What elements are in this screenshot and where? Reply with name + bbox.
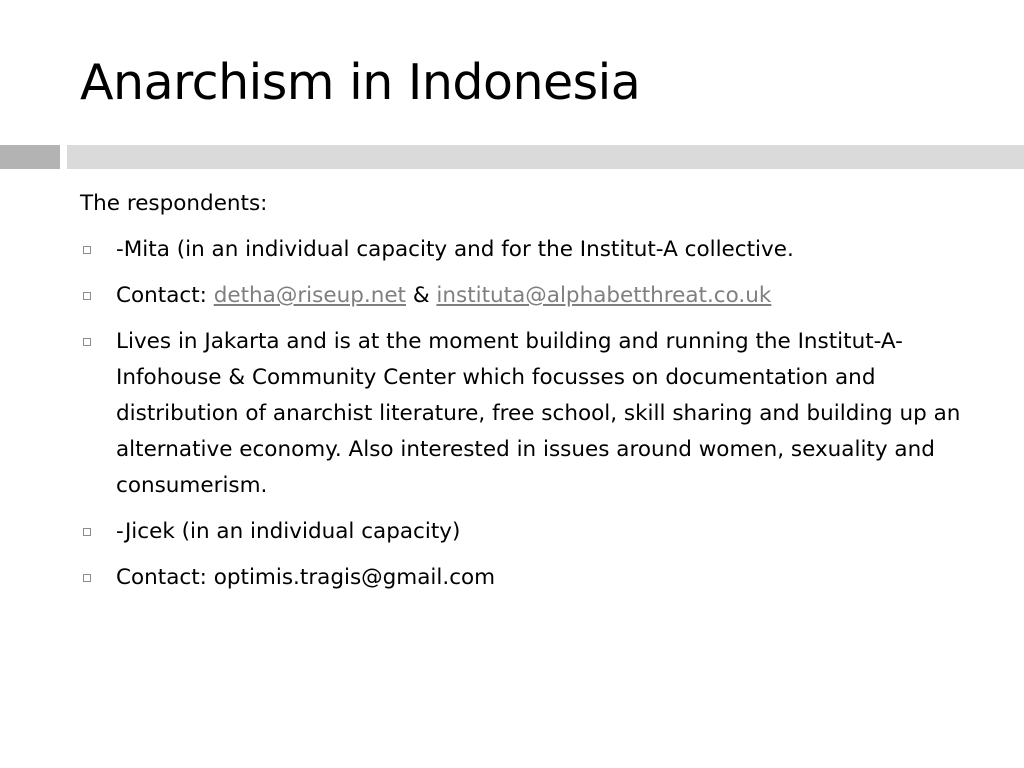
contact-line (116, 278, 966, 314)
respondents-heading: The respondents: (80, 191, 268, 216)
list-item (80, 560, 980, 596)
hollow-square-bullet-icon (83, 574, 91, 582)
list-item-text: -Mita (in an individual capacity and for the Institut-A collective. (116, 237, 794, 262)
contact-separator: & (405, 283, 437, 308)
title-divider-accent (0, 145, 60, 169)
list-item-text: Contact: optimis.tragis@gmail.com (116, 565, 496, 590)
list-item (80, 324, 980, 504)
list-item (80, 514, 980, 550)
respondent-list (80, 232, 980, 596)
list-item (80, 232, 980, 268)
list-item-text: -Jicek (in an individual capacity) (116, 519, 461, 544)
slide-title: Anarchism in Indonesia (80, 54, 641, 111)
hollow-square-bullet-icon (83, 338, 91, 346)
list-item-text: Lives in Jakarta and is at the moment building and running the Institut-A- Infohouse & Community Center which focusses on documentation and distribution of anarchist literature, free school, skill sharing and building up an alternative economy. Also interested in issues around women, sexuality and consumerism. (116, 329, 961, 498)
email-link-instituta[interactable]: instituta@alphabetthreat.co.uk (436, 283, 772, 308)
email-link-detha[interactable]: detha@riseup.net (213, 283, 406, 308)
hollow-square-bullet-icon (83, 528, 91, 536)
hollow-square-bullet-icon (83, 292, 91, 300)
hollow-square-bullet-icon (83, 246, 91, 254)
list-item (80, 278, 980, 314)
contact-label: Contact: (116, 283, 214, 308)
title-divider-bar (67, 145, 1024, 169)
slide-body (80, 186, 980, 606)
